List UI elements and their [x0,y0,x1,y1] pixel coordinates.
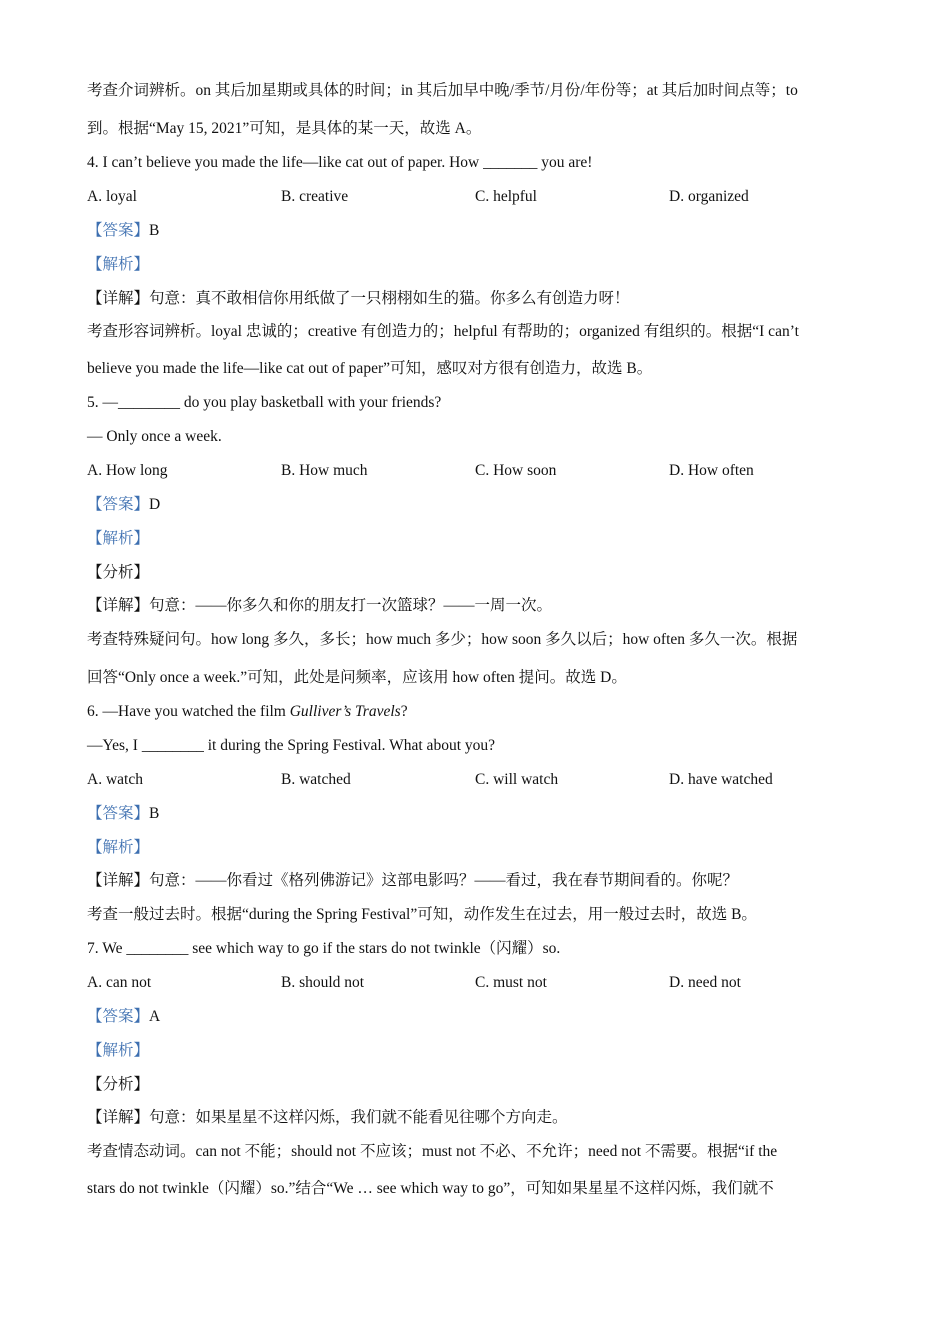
detail-text: 句意：——你看过《格列佛游记》这部电影吗？——看过，我在春节期间看的。你呢？ [149,872,739,889]
q4-detail [87,289,630,309]
q7-explanation-line-1: 考查情态动词。can not 不能；should not 不应该；must not 不必、不允许；need not 不需要。根据“if the [87,1143,778,1160]
q6-film-title: Gulliver’s Travels [289,703,401,720]
answer-tag: 【答案】 [87,1008,150,1025]
q6-option-d: D. have watched [669,771,773,788]
q7-detail [87,1108,568,1128]
q4-option-c: C. helpful [475,188,537,205]
answer-value: A [149,1008,161,1025]
q6-analysis-tag: 【解析】 [87,839,150,856]
q5-answer [87,495,160,515]
q7-option-d: D. need not [669,974,741,991]
q5-option-c: C. How soon [475,462,557,479]
answer-tag: 【答案】 [87,496,150,513]
q7-option-a: A. can not [87,974,152,991]
q5-fenxi-tag: 【分析】 [87,564,150,581]
q4-explanation-line-2: believe you made the life—like cat out of paper”可知，感叹对方很有创造力，故选 B。 [87,360,653,377]
q6-reply: —Yes, I ________ it during the Spring Festival. What about you? [87,737,496,754]
q4-explanation-line-1: 考查形容词辨析。loyal 忠诚的；creative 有创造力的；helpful 有帮助的；organized 有组织的。根据“I can’t [87,323,799,340]
q7-fenxi-tag: 【分析】 [87,1076,150,1093]
q5-option-b: B. How much [281,462,368,479]
detail-tag: 【详解】 [87,597,150,614]
q7-stem: 7. We ________ see which way to go if the stars do not twinkle（闪耀）so. [87,940,561,957]
answer-tag: 【答案】 [87,222,150,239]
q4-stem: 4. I can’t believe you made the life—like cat out of paper. How _______ you are! [87,154,593,171]
q6-stem-text: 6. —Have you watched the film [87,703,290,720]
detail-tag: 【详解】 [87,1109,150,1126]
q7-explanation-line-2: stars do not twinkle（闪耀）so.”结合“We … see which way to go”，可知如果星星不这样闪烁，我们就不 [87,1180,774,1197]
detail-text: 句意：如果星星不这样闪烁，我们就不能看见往哪个方向走。 [149,1109,568,1126]
q5-explanation-line-1: 考查特殊疑问句。how long 多久，多长；how much 多少；how soon 多久以后；how often 多久一次。根据 [87,631,798,648]
q6-option-b: B. watched [281,771,351,788]
answer-value: D [149,496,161,513]
q6-explanation-line-1: 考查一般过去时。根据“during the Spring Festival”可知，动作发生在过去，用一般过去时，故选 B。 [87,906,757,923]
q6-stem [87,702,408,722]
q3-explanation-line-2: 到。根据“May 15, 2021”可知，是具体的某一天，故选 A。 [87,120,482,137]
q6-option-a: A. watch [87,771,143,788]
q4-option-a: A. loyal [87,188,137,205]
q7-analysis-tag: 【解析】 [87,1042,150,1059]
q3-explanation-line-1: 考查介词辨析。on 其后加星期或具体的时间；in 其后加早中晚/季节/月份/年份等；at 其后加时间点等；to [87,82,798,99]
q5-stem: 5. —________ do you play basketball with your friends? [87,394,442,411]
q4-option-d: D. organized [669,188,749,205]
q7-option-b: B. should not [281,974,365,991]
q7-option-c: C. must not [475,974,547,991]
q6-option-c: C. will watch [475,771,559,788]
q5-reply: — Only once a week. [87,428,222,445]
q5-option-a: A. How long [87,462,168,479]
q4-option-b: B. creative [281,188,349,205]
detail-text: 句意：——你多久和你的朋友打一次篮球？——一周一次。 [149,597,553,614]
q6-detail [87,871,738,891]
detail-text: 句意：真不敢相信你用纸做了一只栩栩如生的猫。你多么有创造力呀！ [149,290,630,307]
q5-detail [87,596,552,616]
answer-value: B [149,222,160,239]
q6-answer [87,804,159,824]
q5-option-d: D. How often [669,462,754,479]
q7-answer [87,1007,160,1027]
answer-value: B [149,805,160,822]
q5-explanation-line-2: 回答“Only once a week.”可知，此处是问频率，应该用 how often 提问。故选 D。 [87,669,627,686]
q5-analysis-tag: 【解析】 [87,530,150,547]
q4-answer [87,221,159,241]
q6-stem-end: ? [400,703,408,720]
detail-tag: 【详解】 [87,290,150,307]
q4-analysis-tag: 【解析】 [87,256,150,273]
answer-tag: 【答案】 [87,805,150,822]
detail-tag: 【详解】 [87,872,150,889]
